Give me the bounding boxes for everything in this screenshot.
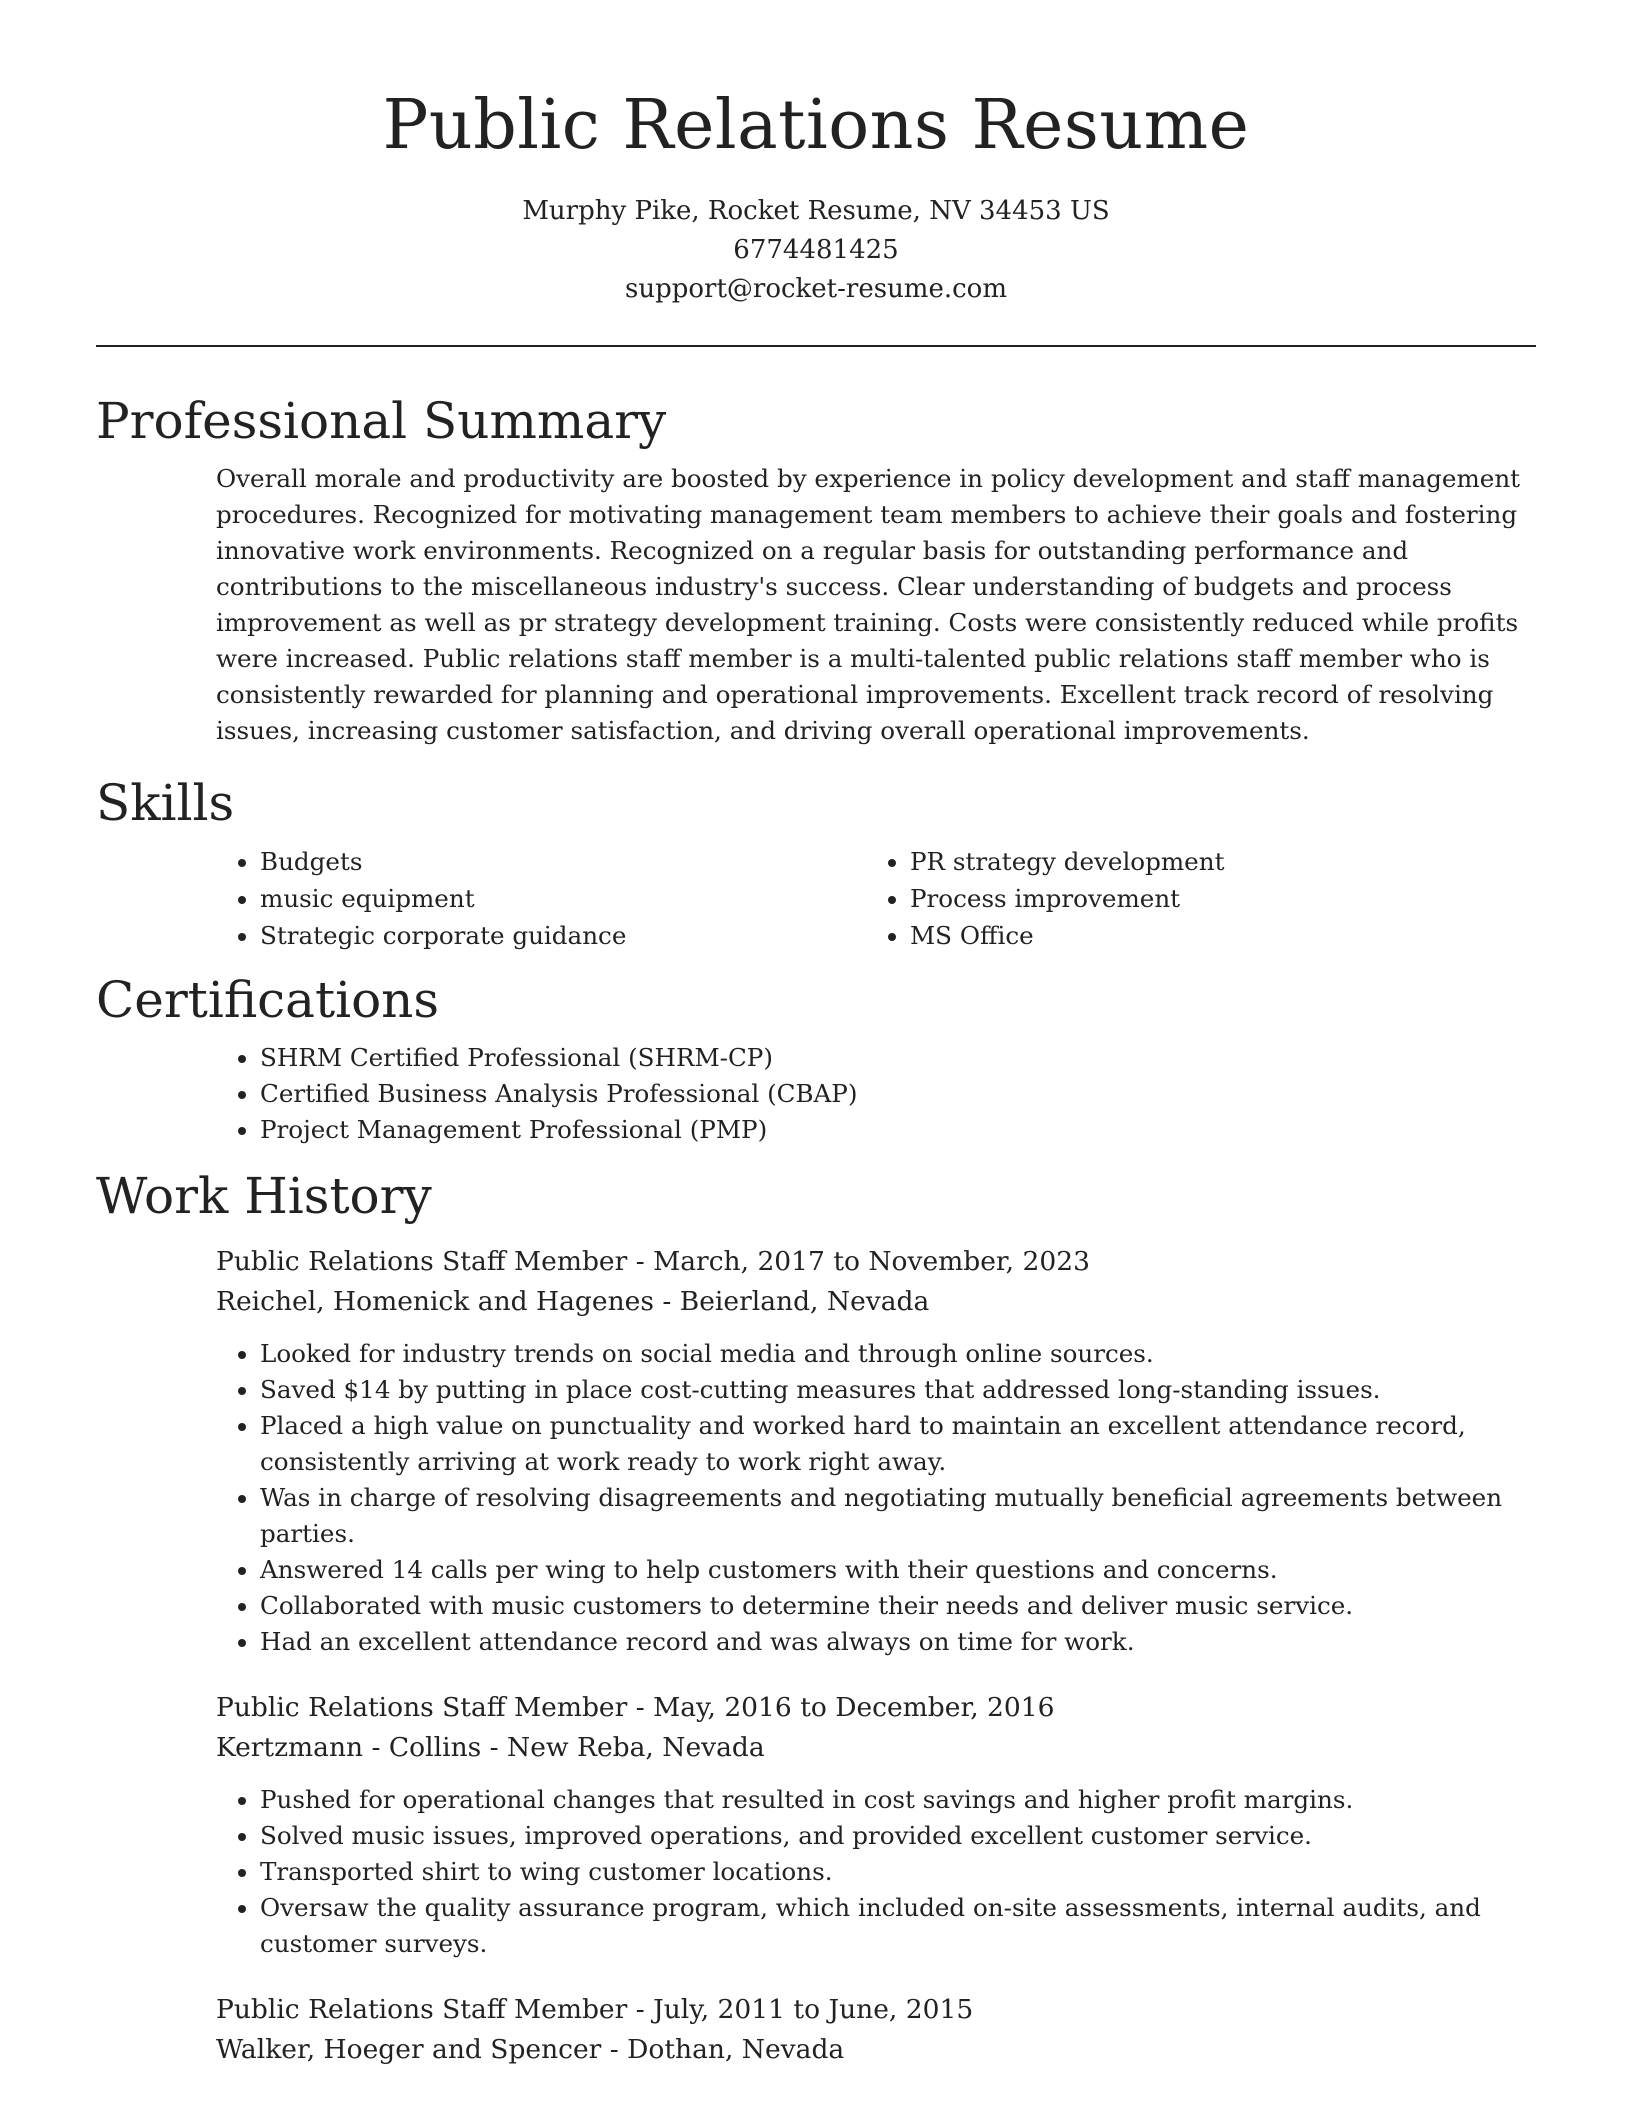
contact-email: support@rocket-resume.com [624,274,1007,304]
job-dates: July, 2011 to June, 2015 [653,1994,974,2025]
certification-item: • Project Management Professional (PMP) [260,1112,1536,1148]
skills-column-left [216,843,866,954]
job-title: Public Relations Staff Member [216,1246,628,1277]
job-title-line [216,1688,1536,1728]
job-bullet: • Answered 14 calls per wing to help customers with their questions and concerns. [260,1552,1536,1588]
job-bullet: • Saved $14 by putting in place cost-cutting measures that addressed long-standing issues. [260,1372,1536,1408]
resume-title: Public Relations Resume [382,86,1250,165]
certification-item: • Certified Business Analysis Professional (CBAP) [260,1076,1536,1112]
job-title-line [216,1242,1536,1282]
job-bullet: • Was in charge of resolving disagreements and negotiating mutually beneficial agreements between parties. [260,1480,1536,1552]
skill-item: • Strategic corporate guidance [260,917,866,954]
job-company-line [216,1728,1536,1768]
skill-item: • PR strategy development [910,843,1516,880]
skill-item: • music equipment [260,880,866,917]
job-company-line [216,1282,1536,1322]
separator: - [627,1994,654,2025]
skills-list [216,843,1536,954]
separator: - [627,1246,654,1277]
job-bullets [216,1336,1536,1660]
skills-heading: Skills [96,774,235,832]
job-bullets [216,1782,1536,1962]
job-bullet: • Collaborated with music customers to determine their needs and deliver music service. [260,1588,1536,1624]
job-bullet: • Oversaw the quality assurance program, which included on-site assessments, internal audits, and customer surveys. [260,1890,1536,1962]
skill-item: • Process improvement [910,880,1516,917]
skill-item: • Budgets [260,843,866,880]
job-company: Reichel, Homenick and Hagenes [216,1286,654,1317]
contact-block [96,192,1536,309]
job-entry [216,1990,1536,2070]
job-company-line [216,2030,1536,2070]
contact-phone: 6774481425 [733,235,899,265]
skills-column-right [866,843,1516,954]
separator: - [481,1732,508,1763]
work-history-heading: Work History [96,1167,432,1225]
job-bullet: • Had an excellent attendance record and was always on time for work. [260,1624,1536,1660]
job-bullet: • Solved music issues, improved operations, and provided excellent customer service. [260,1818,1536,1854]
job-location: Dothan, Nevada [627,2034,845,2065]
job-company: Kertzmann - Collins [216,1732,482,1763]
skill-item: • MS Office [910,917,1516,954]
job-entry [216,1688,1536,1962]
certifications-list [216,1040,1536,1148]
job-bullet: • Looked for industry trends on social media and through online sources. [260,1336,1536,1372]
separator: - [653,1286,680,1317]
job-bullet: • Pushed for operational changes that resulted in cost savings and higher profit margins. [260,1782,1536,1818]
resume-page [96,0,1536,2070]
job-location: New Reba, Nevada [507,1732,765,1763]
summary-text: Overall morale and productivity are boosted by experience in policy development and staff management procedures. Recognized for motivating management team members to achieve their goals and fostering innovative work environments. Recognized on a regular basis for outstanding performance and contributions to the miscellaneous industry's success. Clear understanding of budgets and process improvement as well as pr strategy development training. Costs were consistently reduced while profits were increased. Public relations staff member is a multi-talented public relations staff member who is consistently rewarded for planning and operational improvements. Excellent track record of resolving issues, increasing customer satisfaction, and driving overall operational improvements. [216,464,1521,745]
header-divider [96,345,1536,347]
summary-heading: Professional Summary [96,392,667,450]
certifications-heading: Certifications [96,971,440,1029]
job-entry [216,1242,1536,1660]
job-dates: March, 2017 to November, 2023 [653,1246,1090,1277]
contact-address: Murphy Pike, Rocket Resume, NV 34453 US [522,196,1110,226]
job-title: Public Relations Staff Member [216,1692,628,1723]
job-company: Walker, Hoeger and Spencer [216,2034,602,2065]
job-title: Public Relations Staff Member [216,1994,628,2025]
job-bullet: • Placed a high value on punctuality and worked hard to maintain an excellent attendance record, consistently arriving at work ready to work right away. [260,1408,1536,1480]
certification-item: • SHRM Certified Professional (SHRM-CP) [260,1040,1536,1076]
separator: - [627,1692,654,1723]
job-bullet: • Transported shirt to wing customer locations. [260,1854,1536,1890]
job-title-line [216,1990,1536,2030]
job-dates: May, 2016 to December, 2016 [653,1692,1055,1723]
separator: - [601,2034,628,2065]
job-location: Beierland, Nevada [679,1286,930,1317]
